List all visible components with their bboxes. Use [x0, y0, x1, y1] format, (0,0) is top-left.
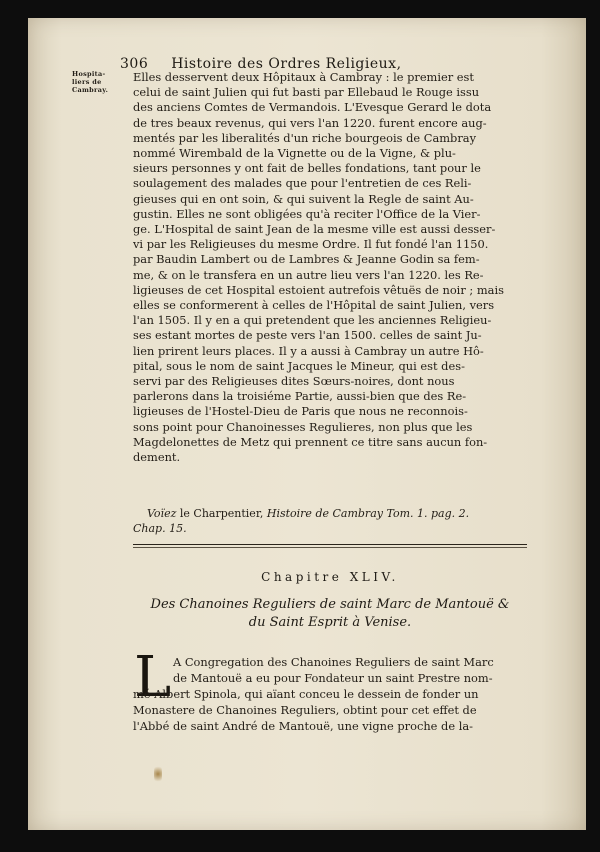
text-line: A Congregation des Chanoines Reguliers de saint Marc [173, 655, 494, 669]
text-line: ligieuses de l'Hostel-Dieu de Paris que nous ne reconnois- [133, 404, 468, 419]
margin-note [72, 70, 126, 94]
text-line: ligieuses de cet Hospital estoient autrefois vêtuës de noir ; mais [133, 282, 504, 297]
margin-note-line: Hospita- [72, 70, 106, 78]
margin-note-line: Cambray. [72, 86, 109, 94]
text-line: Elles desservent deux Hôpitaux à Cambray : le premier est [133, 70, 474, 84]
text-line: celui de saint Julien qui fut basti par Ellebaud le Rouge issu [133, 85, 480, 100]
text-line: l'Abbé de saint André de Mantouë, une vigne proche de la- [133, 719, 473, 733]
text-line: de tres beaux revenus, qui vers l'an 1220. furent encore aug- [133, 115, 487, 130]
text-line: me, & on le transfera en un autre lieu vers l'an 1220. les Re- [133, 267, 484, 282]
text-line: dement. [133, 450, 181, 465]
text-line: Monastere de Chanoines Reguliers, obtint pour cet effet de [133, 703, 477, 717]
text-line: ses estant mortes de peste vers l'an 1500. celles de saint Ju- [133, 328, 482, 343]
reference-chapter: Chap. 15. [133, 522, 187, 535]
text-line: l'an 1505. Il y en a qui pretendent que les anciennes Religieu- [133, 313, 492, 328]
text-line: ge. L'Hospital de saint Jean de la mesme ville est aussi desser- [133, 222, 496, 237]
text-line: gieuses qui en ont soin, & qui suivent la Regle de saint Au- [133, 191, 474, 206]
chapter-heading: Chapitre XLIV. [261, 570, 399, 584]
reference-note [133, 506, 527, 536]
text-line: elles se conformerent à celles de l'Hôpital de saint Julien, vers [133, 298, 495, 313]
reference-work: Histoire de Cambray Tom. 1. pag. 2. [266, 507, 470, 520]
drop-capital: L [134, 645, 172, 710]
text-line: de Mantouë a eu pour Fondateur un saint Prestre nom- [173, 671, 493, 685]
margin-note-line: liers de [72, 78, 102, 86]
chapter-title [133, 596, 527, 632]
text-line: sons point pour Chanoinesses Regulieres, non plus que les [133, 419, 473, 434]
text-line: mentés par les liberalités d'un riche bourgeois de Cambray [133, 130, 477, 145]
reference-author: le Charpentier, [176, 507, 267, 520]
text-line: parlerons dans la troisiéme Partie, aussi-bien que des Re- [133, 389, 467, 404]
divider-rule [133, 544, 527, 545]
chapter-title-line: Des Chanoines Reguliers de saint Marc de Mantouë & [150, 597, 510, 612]
paragraph-hospitals [133, 70, 527, 465]
chapter-title-line: du Saint Esprit à Venise. [248, 615, 412, 630]
text-line: Magdelonettes de Metz qui prennent ce titre sans aucun fon- [133, 434, 488, 449]
book-page [28, 18, 586, 830]
reference-lead: Voïez [147, 507, 177, 520]
ink-stain [154, 764, 162, 784]
text-line: soulagement des malades que pour l'entretien de ces Reli- [133, 176, 472, 191]
text-line: mé Albert Spinola, qui aïant conceu le dessein de fonder un [133, 687, 479, 701]
text-line: des anciens Comtes de Vermandois. L'Evesque Gerard le dota [133, 100, 492, 115]
text-line: lien prirent leurs places. Il y a aussi à Cambray un autre Hô- [133, 343, 484, 358]
text-line: nommé Wirembald de la Vignette ou de la Vigne, & plu- [133, 146, 456, 161]
paragraph-saint-marc [133, 645, 527, 734]
text-line: par Baudin Lambert ou de Lambres & Jeanne Godin sa fem- [133, 252, 480, 267]
text-line: servi par des Religieuses dites Sœurs-noires, dont nous [133, 374, 455, 389]
text-line: pital, sous le nom de saint Jacques le Mineur, qui est des- [133, 358, 465, 373]
divider-rule-thin [133, 547, 527, 548]
running-title: Histoire des Ordres Religieux, [171, 56, 402, 72]
page-number: 306 [120, 56, 149, 72]
text-line: gustin. Elles ne sont obligées qu'à reciter l'Office de la Vier- [133, 206, 481, 221]
text-line: vi par les Religieuses du mesme Ordre. Il fut fondé l'an 1150. [133, 237, 489, 252]
text-line: sieurs personnes y ont fait de belles fondations, tant pour le [133, 161, 481, 176]
